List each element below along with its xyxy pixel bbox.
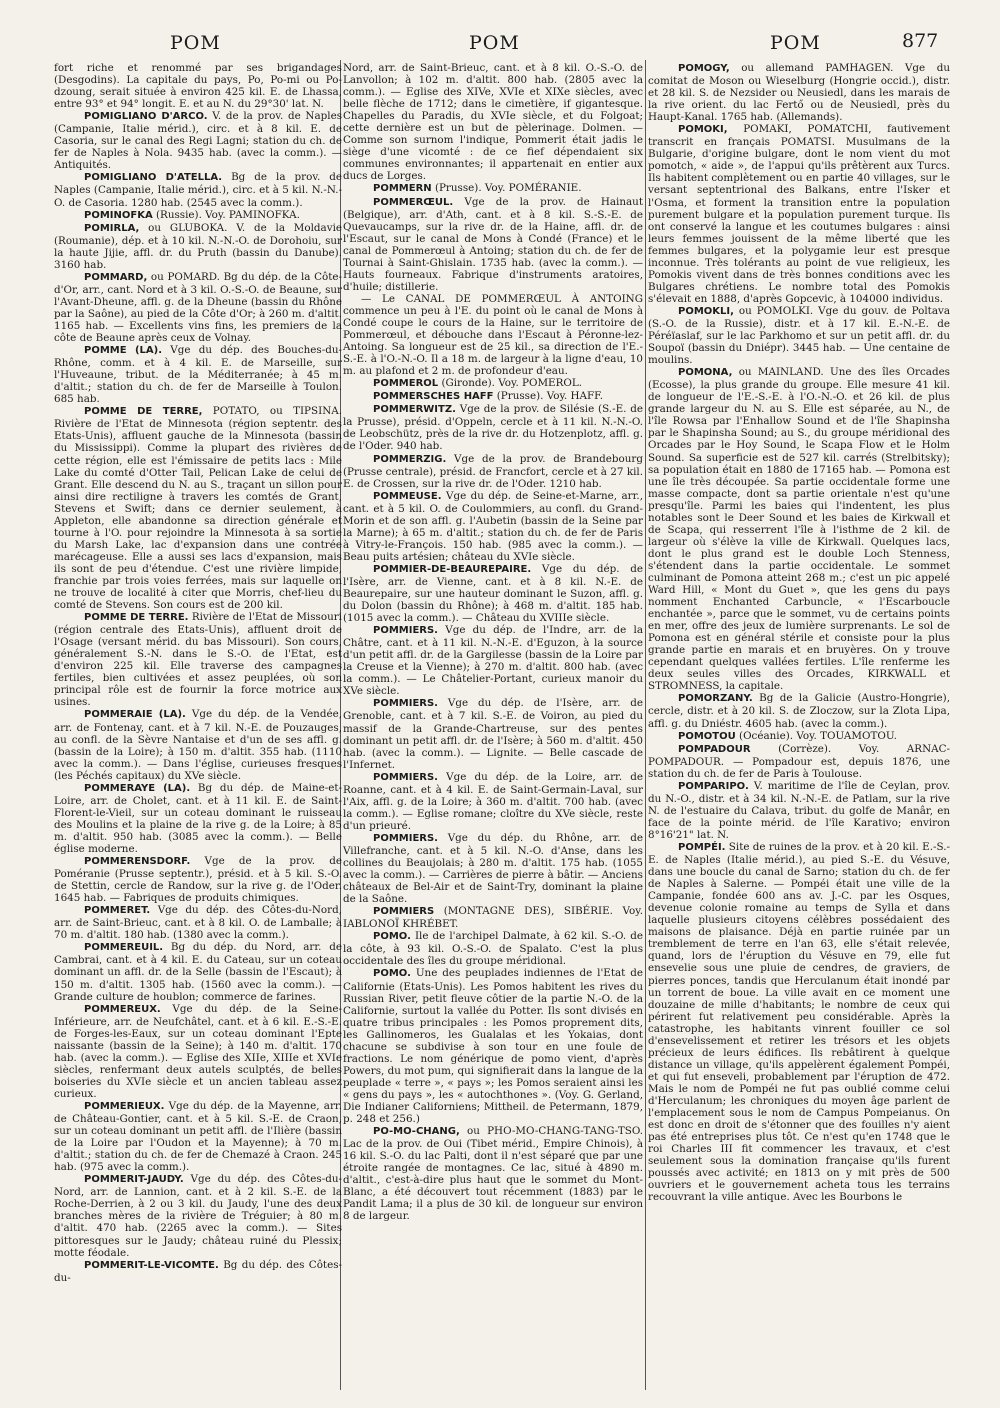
entry-text: Bg du dép. des Côtes-du- bbox=[54, 1258, 342, 1284]
entry-headword: POMMIER-DE-BEAUREPAIRE. bbox=[373, 563, 532, 575]
entry-headword: POMMIERS. bbox=[373, 698, 438, 710]
entry-text: (Corrèze). Voy. ARNAC-POMPADOUR. — Pompadour est, depuis 1876, une station du ch. de fer de Paris à Toulouse. bbox=[648, 742, 950, 780]
entry-text: Rivière de l'Etat de Missouri (région centrale des Etats-Unis), affluent droit de l'Osage (versant mérid. du bas Missouri). Son cours, généralement S.-N. dans le S.-O. de l'Etat, est d'environ 225 kil. Elle traverse des campagnes fertiles, bien cultivées et assez peuplées, où son principal rôle est de fournir la force motrice aux usines. bbox=[54, 611, 342, 709]
entry-headword: POMMIERS. bbox=[373, 625, 438, 637]
dictionary-entry bbox=[648, 366, 950, 692]
entry-text: Ile de l'archipel Dalmate, à 62 kil. S.-O. de la côte, à 93 kil. O.-S.-O. de Spalato. C'est la plus occidentale des îles du groupe méridional. bbox=[343, 930, 643, 968]
entry-text: ou PHO-MO-CHANG-TANG-TSO. Lac de la prov. de Oui (Tibet mérid., Empire Chinois), à 16 kil. S.-O. du lac Palti, dont il n'est séparé que par une étroite rangée de montagnes. Ce lac, situé à 4890 m. d'altit., c'est-à-dire plus haut que le sommet du Mont-Blanc, a été découvert tout récemment (1883) par le Pandit Lama; il a plus de 30 kil. de longueur sur environ 8 de largeur. bbox=[343, 1125, 643, 1223]
dictionary-entry bbox=[648, 692, 950, 729]
entry-headword: POMME DE TERRE. bbox=[84, 612, 189, 624]
entry-headword: POMMEROL bbox=[373, 378, 439, 390]
entry-text: Vge du dép. de l'Indre, arr. de la Châtre, cant. et à 11 kil. N.-N.-E. d'Eguzon, à la source d'un petit affl. dr. de la Gargilesse (bassin de la Loire par la Creuse et la Vienne); à 270 m. d'altit. 800 hab. (avec la comm.). — Le Châtelier-Portant, curieux manoir du XVe siècle. bbox=[343, 624, 643, 698]
dictionary-entry bbox=[54, 855, 342, 904]
dictionary-entry bbox=[343, 182, 643, 195]
dictionary-entry bbox=[343, 293, 643, 377]
entry-text: (Océanie). Voy. TOUAMOTOU. bbox=[739, 729, 897, 742]
entry-text: Nord, arr. de Saint-Brieuc, cant. et à 8 kil. O.-S.-O. de Lanvollon; à 102 m. d'altit. 800 hab. (2805 avec la comm.). — Eglise des XIVe, XVIe et XIXe siècles, avec belle flèche de 1712; dans le cimetière, if gigantesque. Chapelles du Paradis, du XVIe siècle, et du Folgoat; cette dernière est un but de pèlerinage. Dolmen. — Comme son surnom l'indique, Pommerit était jadis le siège d'une vicomté : de ce fief dépendaient six communes environnantes; il appartenait en entier aux ducs de Lorges. bbox=[343, 62, 643, 183]
dictionary-entry bbox=[54, 1173, 342, 1258]
dictionary-entry bbox=[54, 171, 342, 208]
entry-text: Vge du dép. du Rhône, arr. de Villefranche, cant. et à 5 kil. N.-O. d'Anse, dans les collines du Beaujolais; à 280 m. d'altit. 175 hab. (1055 avec la comm.). — Carrières de pierre à bâtir. — Anciens châteaux de Bel-Air et de Saint-Try, dominant la plaine de la Saône. bbox=[343, 831, 643, 906]
dictionary-entry bbox=[343, 196, 643, 293]
entry-text: Vge du dép. de Seine-et-Marne, arr., cant. et à 5 kil. O. de Coulommiers, au confl. du Grand-Morin et de son affl. g. l'Aubetin (bassin de la Seine par la Marne); à 65 m. d'altit.; station du ch. de fer de Paris à Vitry-le-François. 150 hab. (985 avec la comm.). — Beau puits artésien; château du XVIe siècle. bbox=[343, 489, 643, 563]
entry-headword: POMMERAIE (LA). bbox=[84, 709, 186, 721]
entry-text: Vge du dép. des Côtes-du-Nord, arr. de Lannion, cant. et à 2 kil. S.-E. de la Roche-Derrien, à 2 ou 3 kil. du Jaudy, l'une des deux branches mères de la rivière de Tréguier; à 80 m. d'altit. 470 hab. (2265 avec la comm.). — Sites pittoresques sur le Jaudy; château ruiné du Plessix; motte féodale. bbox=[54, 1173, 342, 1259]
dictionary-entry bbox=[54, 708, 342, 781]
dictionary-entry bbox=[343, 377, 643, 390]
entry-text: Site de ruines de la prov. et à 20 kil. E.-S.-E. de Naples (Italie mérid.), au pied S.-E. du Vésuve, dans une boucle du canal de Sarno; station du ch. de fer de Naples à Salerne. — Pompéi était une ville de la Campanie, fondée 600 ans av. J.-C. par les Osques, devenue colonie romaine au temps de Sylla et dans laquelle plusieurs citoyens célèbres possédaient des maisons de plaisance. Déjà en partie ruinée par un tremblement de terre en l'an 63, elle s'était relevée, quand, lors de l'éruption du Vésuve en 79, elle fut ensevelie sous une pluie de cendres, de graviers, de pierres ponces, tandis que Herculanum était inondé par un torrent de boue. La ville avait en ce moment une douzaine de mille d'habitants; le nombre de ceux qui périrent fut relativement peu considérable. Après la catastrophe, les habitants vinrent fouiller ce sol d'ensevelissement et retirer les trésors et les objets précieux de leurs édifices. Ils rebâtirent à quelque distance un village, qu'ils appelèrent également Pompéi, et qui fut enseveli, probablement par l'éruption de 472. Mais le nom de Pompéi ne fut pas oublié comme celui d'Herculanum; les chroniques du moyen âge parlent de l'emplacement sous le nom de Campus Pompeianus. On est donc en droit de s'étonner que des fouilles n'y aient pas été entreprises plus tôt. Ce n'est qu'en 1748 que le roi Charles III fit commencer les travaux, et c'est seulement sous la domination française qu'ils furent poussés avec activité; en 1813 on y mit près de 500 ouvriers et le gouvernement acheta tous les terrains recouvrant la ville antique. Avec les Bourbons le bbox=[648, 841, 950, 1204]
entry-headword: POMINOFKA bbox=[84, 209, 153, 221]
dictionary-entry bbox=[54, 110, 342, 171]
entry-headword: POMMERSCHES HAFF bbox=[373, 391, 494, 403]
page-number: 877 bbox=[902, 30, 939, 52]
entry-text: Bg de la prov. de Naples (Campanie, Italie mérid.), circ. et à 5 kil. N.-N.-O. de Casoria. 1280 hab. (2545 avec la comm.). bbox=[54, 171, 342, 209]
entry-text: ou MAINLAND. Une des îles Orcades (Ecosse), la plus grande du groupe. Elle mesure 41 kil. de longueur de l'E.-S.-E. à l'O.-N.-O. et 26 kil. de plus grande largeur du N. au S. Elle est séparée, au N., de l'île Rowsa par l'Enhallow Sound et de l'île Shapinsha par le Shapinsha Sound; au S., du groupe méridional des Orcades par le Hoy Sound, le Scapa Flow et le Holm Sound. Sa superficie est de 527 kil. carrés (Strelbitsky); sa population était en 1880 de 17165 hab. — Pomona est une île très découpée. Sa partie occidentale forme une masse compacte, dont sa partie orientale n'est qu'une presqu'île. Parmi les baies qui l'indentent, les plus notables sont le Deer Sound et les baies de Kirkwall et de Scapa, qui resserrent l'île à l'isthme de 2 kil. de largeur où s'élève la ville de Kirkwall. Quelques lacs, dont le plus grand est le double Loch Stenness, s'étendent dans la partie occidentale. Le sommet culminant de Pomona atteint 268 m.; c'est un pic appelé Ward Hill, « Mont du Guet », que les gens du pays nomment Enchanted Carbuncle, « l'Escarboucle enchantée », parce que le sommet, vu de certains points en mer, offre des jeux de lumière surprenants. Le sol de Pomona est en général stérile et consiste pour la plus grande partie en marais et en bruyères. On y trouve cependant quelques vallées fertiles. L'île renferme les deux seules villes des Orcades, KIRKWALL et STROMNESS, la capitale. bbox=[648, 366, 950, 693]
dictionary-entry bbox=[648, 62, 950, 123]
entry-headword: POMMERŒUL. bbox=[373, 196, 454, 208]
entry-text: Vge du dép. de la Seine-Inférieure, arr. de Neufchâtel, cant. et à 6 kil. E.-S.-E. de Forges-les-Eaux, sur un coteau dominant l'Epte naissante (bassin de la Seine); à 140 m. d'altit. 170 hab. (avec la comm.). — Eglise des XIIe, XIIIe et XVIe siècles, renfermant deux autels sculptés, de belles boiseries du XVIe siècle et un ancien tableau assez curieux. bbox=[54, 1002, 342, 1100]
entry-headword: POMMIERS. bbox=[373, 771, 438, 783]
entry-headword: POMOKLI, bbox=[678, 305, 734, 317]
dictionary-entry bbox=[54, 611, 342, 708]
dictionary-entry bbox=[343, 390, 643, 403]
running-head-right: POM bbox=[770, 32, 821, 54]
running-head-center: POM bbox=[469, 32, 520, 54]
entry-headword: PO-MO-CHANG, bbox=[373, 1126, 460, 1138]
entry-text: Vge du dép. de la Vendée, arr. de Fontenay, cant. et à 7 kil. N.-E. de Pouzauges, au confl. de la Sèvre Nantaise et d'un de ses affl. g. (bassin de la Loire); à 150 m. d'altit. 355 hab. (1110 avec la comm.). — Dans l'église, curieuses fresques (les Péchés capitaux) du XVe siècle. bbox=[54, 708, 342, 782]
dictionary-entry bbox=[343, 403, 643, 452]
entry-headword: POMMERET. bbox=[84, 905, 151, 917]
entry-text: — Le CANAL DE POMMERŒUL À ANTOING commence un peu à l'E. du point où le canal de Mons à Condé coupe le cours de la Haine, sur le territoire de Pommerœul, et débouche dans l'Escaut à Péronne-lez-Antoing. Sa longueur est de 25 kil., sa direction de l'E.-S.-E. à l'O.-N.-O. Il a 18 m. de largeur à la ligne d'eau, 10 m. au plafond et 2 m. de profondeur d'eau. bbox=[343, 292, 643, 378]
dictionary-entry bbox=[648, 780, 950, 841]
dictionary-entry bbox=[343, 624, 643, 697]
dictionary-entry bbox=[54, 1259, 342, 1284]
dictionary-entry bbox=[343, 771, 643, 832]
entry-headword: POMPÉI. bbox=[678, 842, 726, 853]
entry-text: Bg du dép. de Maine-et-Loire, arr. de Cholet, cant. et à 11 kil. E. de Saint-Florent-le-Vieil, sur un coteau dominant le ruisseau des Moulins et la plaine de la rive g. de la Loire; à 85 m. d'altit. 950 hab. (3085 avec la comm.). — Belle église moderne. bbox=[54, 781, 342, 855]
entry-text: Vge du dép. de l'Isère, arr. de Grenoble, cant. et à 7 kil. S.-E. de Voiron, au pied du massif de la Grande-Chartreuse, sur des pentes dominant un petit affl. dr. de l'Isère; à 560 m. d'altit. 450 hab. (avec la comm.). — Lignite. — Belle cascade de l'Infernet. bbox=[343, 697, 643, 771]
dictionary-entry bbox=[343, 1125, 643, 1222]
entry-text: Une des peuplades indiennes de l'Etat de Californie (Etats-Unis). Les Pomos habitent les rives du Russian River, petit fleuve côtier de la partie N.-O. de la Californie, surtout la vallée du Potter. Ils sont divisés en quatre tribus principales : les Pomos proprement dits, les Gallinomeros, les Gualalas et les Yokaias, dont chacune se subdivise à son tour en une foule de fractions. Le nom générique de pomo vient, d'après Powers, du mot pum, qui signifierait dans la langue de la peuplade « terre », « pays »; les Pomos seraient ainsi les « gens du pays », les « autochthones ». (Voy. G. Gerland, Die Indianer Californiens; Mittheil. de Petermann, 1879, p. 248 et 256.) bbox=[343, 967, 643, 1126]
running-head-left: POM bbox=[170, 32, 221, 54]
dictionary-entry bbox=[343, 697, 643, 770]
dictionary-entry bbox=[648, 743, 950, 780]
entry-text: (Prusse). Voy. HAFF. bbox=[496, 390, 604, 403]
entry-headword: POMORZANY. bbox=[678, 693, 753, 705]
entry-headword: POMPADOUR bbox=[678, 743, 751, 755]
entry-headword: POMMERN bbox=[373, 183, 432, 195]
dictionary-entry bbox=[54, 209, 342, 222]
entry-text: Vge de la prov. de Hainaut (Belgique), arr. d'Ath, cant. et à 8 kil. S.-S.-E. de Quevaucamps, sur la rive dr. de la Haine, affl. dr. de l'Escaut, sur le canal de Mons à Condé (France) et le canal de Pommerœul à Antoing; station du ch. de fer de Tournai à Saint-Ghislain. 1735 hab. (avec la comm.). — Hauts fourneaux. Fabrique d'instruments aratoires, d'huile; distillerie. bbox=[343, 195, 643, 293]
entry-headword: POMIRLA, bbox=[84, 222, 140, 234]
entry-text: POTATO, ou TIPSINA. Rivière de l'Etat de Minnesota (région septentr. des Etats-Unis), affluent gauche de la Minnesota (bassin du Mississippi). Comme la plupart des rivières de cette région, elle est l'émissaire de petits lacs : Mile Lake du comté d'Otter Tail, Pelican Lake de celui de Grant. Elle descend du N. au S., traçant un sillon pour ainsi dire rectiligne à travers les comtés de Grant, Stevens et Swift; dans ce dernier seulement, à Appleton, elle abandonne sa direction générale et tourne à l'O. pour rejoindre la Minnesota à sa sortie du Marsh Lake, lac d'expansion dans une contrée marécageuse. Elle a aussi ses lacs d'expansion, mais ils sont de peu d'étendue. C'est une rivière limpide, franchie par trois voies ferrées, mais sur laquelle on ne trouve de localité à citer que Morris, chef-lieu du comté de Stevens. Son cours est de 200 kil. bbox=[54, 405, 342, 612]
entry-headword: POMMIERS. bbox=[373, 832, 438, 844]
entry-headword: POMMIERS bbox=[373, 906, 435, 918]
dictionary-entry bbox=[648, 841, 950, 1203]
entry-headword: POMMEREUX. bbox=[84, 1003, 161, 1015]
entry-text: (MONTAGNE DES), SIBÉRIE. Voy. IABLONOÏ KHRÉBET. bbox=[343, 905, 643, 931]
entry-headword: POMPARIPO. bbox=[678, 780, 749, 792]
entry-headword: POMMERIT-JAUDY. bbox=[84, 1174, 184, 1186]
entry-text: V. de la prov. de Naples (Campanie, Italie mérid.), circ. et à 8 kil. E. de Casoria, sur le canal des Regi Lagni; station du ch. de fer de Naples à Nola. 9435 hab. (avec la comm.). — Antiquités. bbox=[54, 110, 342, 172]
dictionary-entry bbox=[648, 305, 950, 366]
entry-headword: POMO. bbox=[373, 931, 411, 943]
column-rule bbox=[645, 60, 646, 1390]
entry-headword: POMMEUSE. bbox=[373, 490, 442, 502]
entry-text: Vge du dép. de la Mayenne, arr. de Château-Gontier, cant. et à 5 kil. S.-E. de Craon, sur un coteau dominant un petit affl. de l'Ilière (bassin de la Loire par l'Oudon et la Mayenne); à 70 m. d'altit.; station du ch. de fer de Chemazé à Craon. 245 hab. (975 avec la comm.). bbox=[54, 1099, 342, 1174]
column-2 bbox=[343, 62, 643, 1397]
entry-text: Vge de la prov. de Poméranie (Prusse septentr.), présid. et à 5 kil. S.-O. de Stettin, cercle de Randow, sur la rive g. de l'Oder. 1645 hab. — Fabriques de produits chimiques. bbox=[54, 855, 342, 905]
entry-text: Vge de la prov. de Silésie (S.-E. de la Prusse), présid. d'Oppeln, cercle et à 11 kil. N.-N.-O. de Leobschütz, près de la rive dr. du Hotzenplotz, affl. g. de l'Oder. 940 hab. bbox=[343, 403, 643, 453]
entry-headword: POMMERZIG. bbox=[373, 453, 447, 465]
dictionary-entry bbox=[343, 62, 643, 182]
entry-text: ou POMARD. Bg du dép. de la Côte-d'Or, arr., cant. Nord et à 3 kil. O.-S.-O. de Beaune, sur l'Avant-Dheune, affl. g. de la Dheune (bassin du Rhône par la Saône), au pied de la Côte d'Or; à 260 m. d'altit. 1165 hab. — Excellents vins fins, les premiers de la côte de Beaune après ceux de Volnay. bbox=[54, 270, 342, 345]
column-3 bbox=[648, 62, 950, 1397]
entry-headword: POMOTOU bbox=[678, 730, 736, 742]
dictionary-entry bbox=[54, 941, 342, 1002]
entry-headword: POMIGLIANO D'ARCO. bbox=[84, 111, 208, 123]
entry-text: Vge du dép. des Côtes-du-Nord, arr. de Saint-Brieuc, cant. et à 8 kil. O. de Lamballe; à 70 m. d'altit. 180 hab. (1380 avec la comm.). bbox=[54, 904, 342, 942]
entry-headword: POMIGLIANO D'ATELLA. bbox=[84, 172, 223, 184]
dictionary-entry bbox=[343, 930, 643, 967]
entry-text: ou allemand PAMHAGEN. Vge du comitat de Moson ou Wieselburg (Hongrie occid.), distr. et 28 kil. S. de Nezsider ou Neusiedl, dans les marais de la rive orient. du lac Fertő ou de Neusiedl, près du Haupt-Kanal. 1765 hab. (Allemands). bbox=[648, 62, 950, 124]
entry-text: (Russie). Voy. PAMINOFKA. bbox=[156, 208, 300, 221]
dictionary-entry bbox=[54, 344, 342, 405]
dictionary-entry bbox=[343, 563, 643, 624]
entry-text: POMAKI, POMATCHI, fautivement transcrit en français POMATSI. Musulmans de la Bulgarie, d'origine bulgare, dont le nom vient du mot pomotch, « aide », de l'appui qu'ils prêtèrent aux Turcs. Ils habitent complètement ou en partie 40 villages, sur le versant septentrional des Balkans, entre l'Isker et l'Osma, et forment la transition entre la population purement bulgare et la population purement turque. Ils ont conservé la langue et les coutumes bulgares : ainsi leurs femmes jouissent de la même liberté que les femmes bulgares, et la polygamie leur est presque inconnue. Très tolérants au point de vue religieux, les Pomokis vivent dans de très bonnes conditions avec les Bulgares chrétiens. Le nombre total des Pomokis s'élevait en 1888, d'après Gopcevic, à 104000 individus. bbox=[648, 123, 950, 305]
dictionary-entry bbox=[54, 222, 342, 271]
entry-headword: POMMERAYE (LA). bbox=[84, 782, 191, 794]
entry-text: V. maritime de l'île de Ceylan, prov. du N.-O., distr. et à 34 kil. N.-N.-E. de Patlam, sur la rive N. de l'estuaire du Calava, tribut. du golfe de Manâr, en face de la pointe mérid. de l'île Karativo; environ 8°16'21" lat. N. bbox=[648, 779, 950, 841]
entry-text: ou GLUBOKA. V. de la Moldavie (Roumanie), dép. et à 10 kil. N.-N.-O. de Dorohoiu, sur la haute Jijie, affl. dr. du Pruth (bassin du Danube). 3160 hab. bbox=[54, 221, 342, 271]
entry-headword: POMME DE TERRE, bbox=[84, 406, 203, 418]
entry-headword: POMMERIT-LE-VICOMTE. bbox=[84, 1259, 219, 1271]
dictionary-entry bbox=[343, 905, 643, 930]
entry-headword: POMOGY, bbox=[678, 63, 730, 74]
dictionary-entry bbox=[54, 1003, 342, 1100]
dictionary-entry bbox=[648, 730, 950, 743]
entry-headword: POMMERIEUX. bbox=[84, 1100, 165, 1112]
dictionary-entry bbox=[343, 490, 643, 563]
entry-text: ou POMOLKI. Vge du gouv. de Poltava (S.-O. de la Russie), distr. et à 17 kil. E.-N.-E. de Péréïaslaf, sur le lac Parkhomo et sur un petit affl. dr. du Soupoï (bassin du Dniépr). 3445 hab. — Une centaine de moulins. bbox=[648, 304, 950, 367]
dictionary-entry bbox=[648, 123, 950, 305]
dictionary-entry bbox=[54, 62, 342, 110]
dictionary-entry bbox=[54, 405, 342, 611]
entry-headword: POMMERWITZ. bbox=[373, 404, 456, 416]
dictionary-entry bbox=[54, 1100, 342, 1173]
column-1 bbox=[54, 62, 342, 1397]
entry-text: fort riche et renommé par ses brigandages (Desgodins). La capitale du pays, Po, Po-mi ou Po-dzoung, serait située à environ 425 kil. E. de Lhassa, entre 93° et 94° longit. E. et au N. du 29°30' lat. N. bbox=[54, 62, 342, 111]
entry-text: (Gironde). Voy. POMEROL. bbox=[441, 377, 583, 390]
dictionary-entry bbox=[343, 453, 643, 490]
entry-text: Vge de la prov. de Brandebourg (Prusse centrale), présid. de Francfort, cercle et à 27 kil. E. de Crossen, sur la rive dr. de l'Oder. 1210 hab. bbox=[343, 452, 643, 490]
entry-headword: POMOKI, bbox=[678, 124, 728, 136]
dictionary-entry bbox=[343, 832, 643, 905]
dictionary-entry bbox=[54, 782, 342, 855]
entry-headword: POMMEREUIL. bbox=[84, 942, 164, 954]
entry-text: Bg du dép. du Nord, arr. de Cambrai, cant. et à 4 kil. E. du Cateau, sur un coteau dominant un affl. dr. de la Selle (bassin de l'Escaut); à 150 m. d'altit. 1305 hab. (1560 avec la comm.). — Grande culture de houblon; commerce de farines. bbox=[54, 941, 342, 1003]
entry-text: (Prusse). Voy. POMÉRANIE. bbox=[434, 182, 582, 195]
entry-headword: POMO. bbox=[373, 968, 411, 980]
entry-text: Vge du dép. des Bouches-du-Rhône, comm. et à 4 kil. E. de Marseille, sur l'Huveaune, tribut. de la Méditerranée; à 45 m. d'altit.; station du ch. de fer de Marseille à Toulon. 685 hab. bbox=[54, 344, 342, 406]
dictionary-entry bbox=[54, 904, 342, 941]
entry-headword: POMMERENSDORF. bbox=[84, 856, 191, 868]
entry-text: Bg de la Galicie (Austro-Hongrie), cercle, distr. et à 20 kil. S. de Zloczow, sur la Zlota Lipa, affl. g. du Dniéstr. 4605 hab. (avec la comm.). bbox=[648, 692, 950, 730]
entry-text: Vge du dép. de l'Isère, arr. de Vienne, cant. et à 8 kil. N.-E. de Beaurepaire, sur une hauteur dominant le Suzon, affl. g. du Dolon (bassin du Rhône); à 468 m. d'altit. 185 hab. (1015 avec la comm.). — Château du XVIIIe siècle. bbox=[343, 562, 643, 625]
entry-headword: POMMARD, bbox=[84, 271, 148, 283]
dictionary-entry bbox=[343, 967, 643, 1125]
entry-text: Vge du dép. de la Loire, arr. de Roanne, cant. et à 4 kil. E. de Saint-Germain-Laval, sur l'Aix, affl. g. de la Loire; à 360 m. d'altit. 700 hab. (avec la comm.). — Eglise romane; cloître du XVe siècle, reste d'un prieuré. bbox=[343, 770, 643, 832]
entry-headword: POMME (LA). bbox=[84, 345, 163, 357]
dictionary-entry bbox=[54, 271, 342, 344]
entry-headword: POMONA, bbox=[678, 367, 733, 379]
